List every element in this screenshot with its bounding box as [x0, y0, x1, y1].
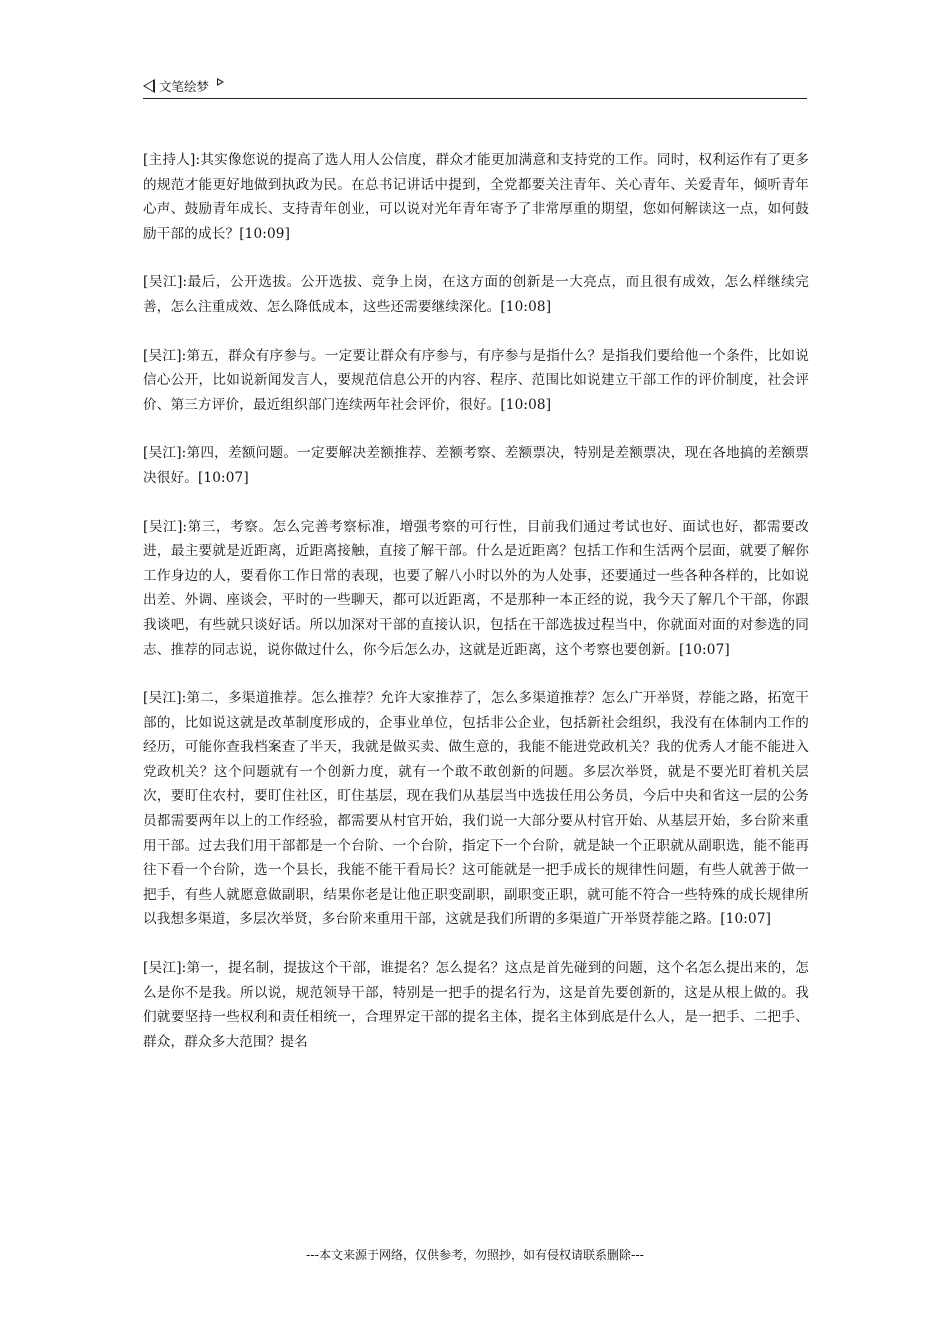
page-footer: ---本文来源于网络，仅供参考，勿照抄，如有侵权请联系删除--- [306, 1248, 644, 1262]
triangle-right-icon [217, 78, 224, 86]
paragraph-answer-fifth: [吴江]:第五，群众有序参与。一定要让群众有序参与，有序参与是指什么？是指我们要给他一个条件，比如说信心公开，比如说新闻发言人，要规范信息公开的内容、程序、范围比如说建立干部工作的评价制度，社会评价、第三方评价，最近组织部门连续两年社会评价，很好。[10:08] [143, 347, 809, 413]
header-title: 文笔绘梦 [159, 79, 210, 94]
document-body [143, 148, 809, 1078]
triangle-left-icon [143, 79, 155, 93]
paragraph-answer-third: [吴江]:第三，考察。怎么完善考察标准，增强考察的可行性，目前我们通过考试也好、面试也好，都需要改进，最主要就是近距离，近距离接触，直接了解干部。什么是近距离？包括工作和生活两个层面，就要了解你工作身边的人，要看你工作日常的表现，也要了解八小时以外的为人处事，还要通过一些各种各样的，比如说出差、外调、座谈会，平时的一些聊天，都可以近距离，不是那种一本正经的说，我今天了解几个干部，你跟我谈吧，有些就只谈好话。所以加深对干部的直接认识，包括在干部选拔过程当中，你就面对面的对参选的同志、推荐的同志说，说你做过什么，你今后怎么办，这就是近距离，这个考察也要创新。[10:07] [143, 518, 809, 658]
paragraph-answer-fourth: [吴江]:第四，差额问题。一定要解决差额推荐、差额考察、差额票决，特别是差额票决，现在各地搞的差额票决很好。[10:07] [143, 445, 809, 486]
paragraph-answer-first: [吴江]:第一，提名制，提拔这个干部，谁提名？怎么提名？这点是首先碰到的问题，这个名怎么提出来的，怎么是你不是我。所以说，规范领导干部，特别是一把手的提名行为，这是首先要创新的，这是从根上做的。我们就要坚持一些权利和责任相统一，合理界定干部的提名主体，提名主体到底是什么人，是一把手、二把手、群众，群众多大范围？提名 [143, 960, 809, 1050]
paragraph-host-question: [主持人]:其实像您说的提高了选人用人公信度，群众才能更加满意和支持党的工作。同时，权利运作有了更多的规范才能更好地做到执政为民。在总书记讲话中提到，全党都要关注青年、关心青年、关爱青年，倾听青年心声、鼓励青年成长、支持青年创业，可以说对光年青年寄予了非常厚重的期望，您如何解读这一点，如何鼓励干部的成长？[10:09] [143, 152, 809, 242]
page-header [143, 74, 807, 99]
paragraph-answer-second: [吴江]:第二，多渠道推荐。怎么推荐？允许大家推荐了，怎么多渠道推荐？怎么广开举贤，荐能之路，拓宽干部的，比如说这就是改革制度形成的，企事业单位，包括非公企业，包括新社会组织，我没有在体制内工作的经历，可能你查我档案查了半天，我就是做买卖、做生意的，我能不能进党政机关？我的优秀人才能不能进入党政机关？这个问题就有一个创新力度，就有一个敢不敢创新的问题。多层次举贤，就是不要光盯着机关层次，要盯住农村，要盯住社区，盯住基层，现在我们从基层当中选拔任用公务员，今后中央和省这一层的公务员都需要两年以上的工作经验，都需要从村官开始，我们说一大部分要从村官开始、从基层开始，多台阶来重用干部。过去我们用干部都是一个台阶、一个台阶，指定下一个台阶，就是缺一个正职就从副职选，能不能再往下看一个台阶，选一个县长，我能不能干看局长？这可能就是一把手成长的规律性问题，有些人就善于做一把手，有些人就愿意做副职，结果你老是让他正职变副职，副职变正职，就可能不符合一些特殊的成长规律所以我想多渠道，多层次举贤，多台阶来重用干部，这就是我们所谓的多渠道广开举贤荐能之路。[10:07] [143, 690, 809, 928]
paragraph-answer-final: [吴江]:最后，公开选拔。公开选拔、竞争上岗，在这方面的创新是一大亮点，而且很有成效，怎么样继续完善，怎么注重成效、怎么降低成本，这些还需要继续深化。[10:08] [143, 274, 809, 315]
